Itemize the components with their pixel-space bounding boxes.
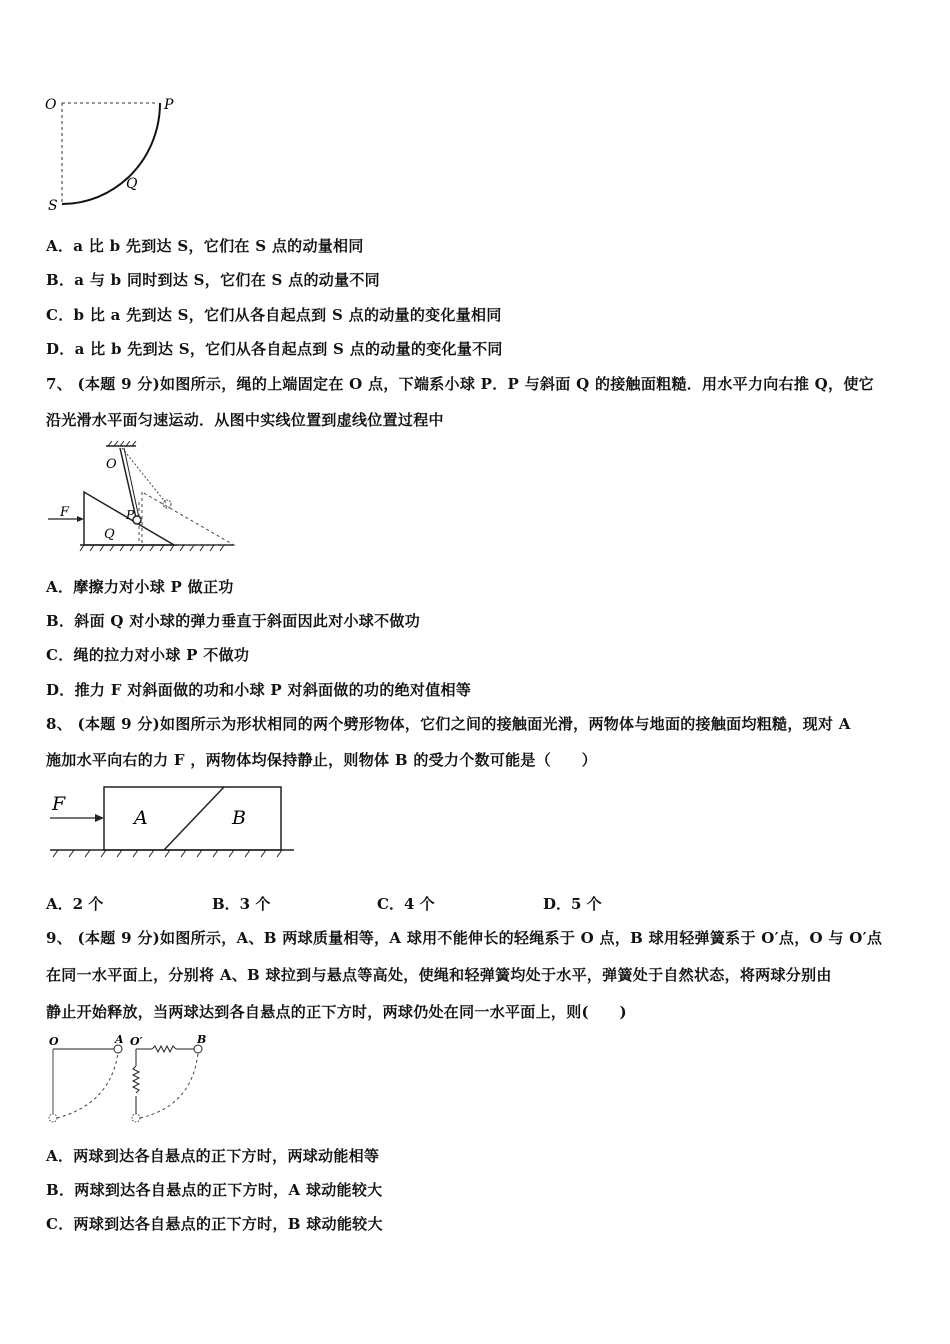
q8-option-c: C．4 个 bbox=[377, 895, 435, 913]
ball-b-bottom bbox=[132, 1114, 140, 1122]
label-a: A bbox=[115, 1033, 124, 1046]
spring-horizontal bbox=[152, 1046, 176, 1052]
ground-hatch bbox=[80, 545, 224, 551]
q7-stem-line-2: 沿光滑水平面匀速运动．从图中实线位置到虚线位置过程中 bbox=[46, 411, 444, 429]
q6-option-b: B．a 与 b 同时到达 S，它们在 S 点的动量不同 bbox=[46, 271, 380, 289]
q9-stem-line-2: 在同一水平面上，分别将 A、B 球拉到与悬点等高处，使绳和轻弹簧均处于水平，弹簧处于自然状态，将两球分别由 bbox=[46, 966, 832, 984]
q6-option-c: C．b 比 a 先到达 S，它们从各自起点到 S 点的动量的变化量相同 bbox=[46, 306, 502, 324]
q7-option-a: A．摩擦力对小球 P 做正功 bbox=[46, 578, 234, 596]
label-a: A bbox=[134, 807, 148, 829]
q7-option-b: B．斜面 Q 对小球的弹力垂直于斜面因此对小球不做功 bbox=[46, 612, 420, 630]
figure-quarter-circle bbox=[40, 92, 190, 217]
path-b-dashed bbox=[140, 1053, 198, 1118]
force-arrowhead bbox=[95, 814, 104, 822]
label-o: O bbox=[106, 457, 117, 472]
ball-b bbox=[194, 1045, 202, 1053]
q8-stem-line-1: 8、 (本题 9 分)如图所示为形状相同的两个劈形物体，它们之间的接触面光滑，两物体与地面的接触面均粗糙，现对 A bbox=[46, 715, 851, 733]
block-outline bbox=[104, 787, 281, 850]
label-q: Q bbox=[126, 176, 138, 192]
label-o: O bbox=[49, 1035, 59, 1048]
q7-option-d: D．推力 F 对斜面做的功和小球 P 对斜面做的功的绝对值相等 bbox=[46, 681, 472, 699]
label-f: F bbox=[52, 793, 66, 815]
label-b: B bbox=[232, 807, 246, 829]
ball-a bbox=[114, 1045, 122, 1053]
q9-stem-line-3: 静止开始释放，当两球达到各自悬点的正下方时，两球仍处在同一水平面上，则( ) bbox=[46, 1003, 627, 1021]
q6-option-d: D．a 比 b 先到达 S，它们从各自起点到 S 点的动量的变化量不同 bbox=[46, 340, 503, 358]
label-o: O bbox=[45, 97, 57, 113]
label-p: P bbox=[126, 508, 135, 522]
label-s: S bbox=[48, 198, 58, 214]
label-o-prime: O′ bbox=[130, 1035, 143, 1048]
q6-option-a: A．a 比 b 先到达 S，它们在 S 点的动量相同 bbox=[46, 237, 364, 255]
q9-option-a: A．两球到达各自悬点的正下方时，两球动能相等 bbox=[46, 1147, 380, 1165]
q9-stem-line-1: 9、 (本题 9 分)如图所示，A、B 两球质量相等，A 球用不能伸长的轻绳系于 O 点，B 球用轻弹簧系于 O′点，O 与 O′点 bbox=[46, 929, 883, 947]
figure-pendulum-incline bbox=[44, 440, 244, 555]
ball-p bbox=[133, 516, 141, 524]
figure-rope-spring bbox=[44, 1034, 224, 1126]
q9-option-c: C．两球到达各自悬点的正下方时，B 球动能较大 bbox=[46, 1215, 383, 1233]
q7-option-c: C．绳的拉力对小球 P 不做功 bbox=[46, 646, 250, 664]
label-q: Q bbox=[104, 527, 115, 542]
arc-track bbox=[62, 103, 160, 204]
q8-option-b: B．3 个 bbox=[212, 895, 271, 913]
spring-vertical bbox=[133, 1066, 139, 1093]
wedge-interface bbox=[164, 787, 224, 850]
q8-stem-line-2: 施加水平向右的力 F ，两物体均保持静止，则物体 B 的受力个数可能是（ ） bbox=[46, 751, 597, 769]
figure-two-wedges bbox=[44, 782, 304, 862]
label-b: B bbox=[197, 1033, 207, 1046]
q8-option-a: A．2 个 bbox=[46, 895, 104, 913]
incline-q-dashed bbox=[142, 492, 234, 545]
q7-stem-line-1: 7、 (本题 9 分)如图所示，绳的上端固定在 O 点，下端系小球 P．P 与斜面 Q 的接触面粗糙．用水平力向右推 Q，使它 bbox=[46, 375, 874, 393]
ground-hatch bbox=[53, 850, 282, 857]
label-f: F bbox=[60, 505, 70, 520]
force-arrowhead bbox=[77, 516, 84, 522]
label-p: P bbox=[164, 97, 174, 113]
ball-a-bottom bbox=[49, 1114, 57, 1122]
q8-option-d: D．5 个 bbox=[543, 895, 602, 913]
rope-dashed bbox=[122, 448, 166, 503]
path-a-dashed bbox=[57, 1053, 118, 1118]
q9-option-b: B．两球到达各自悬点的正下方时，A 球动能较大 bbox=[46, 1181, 383, 1199]
